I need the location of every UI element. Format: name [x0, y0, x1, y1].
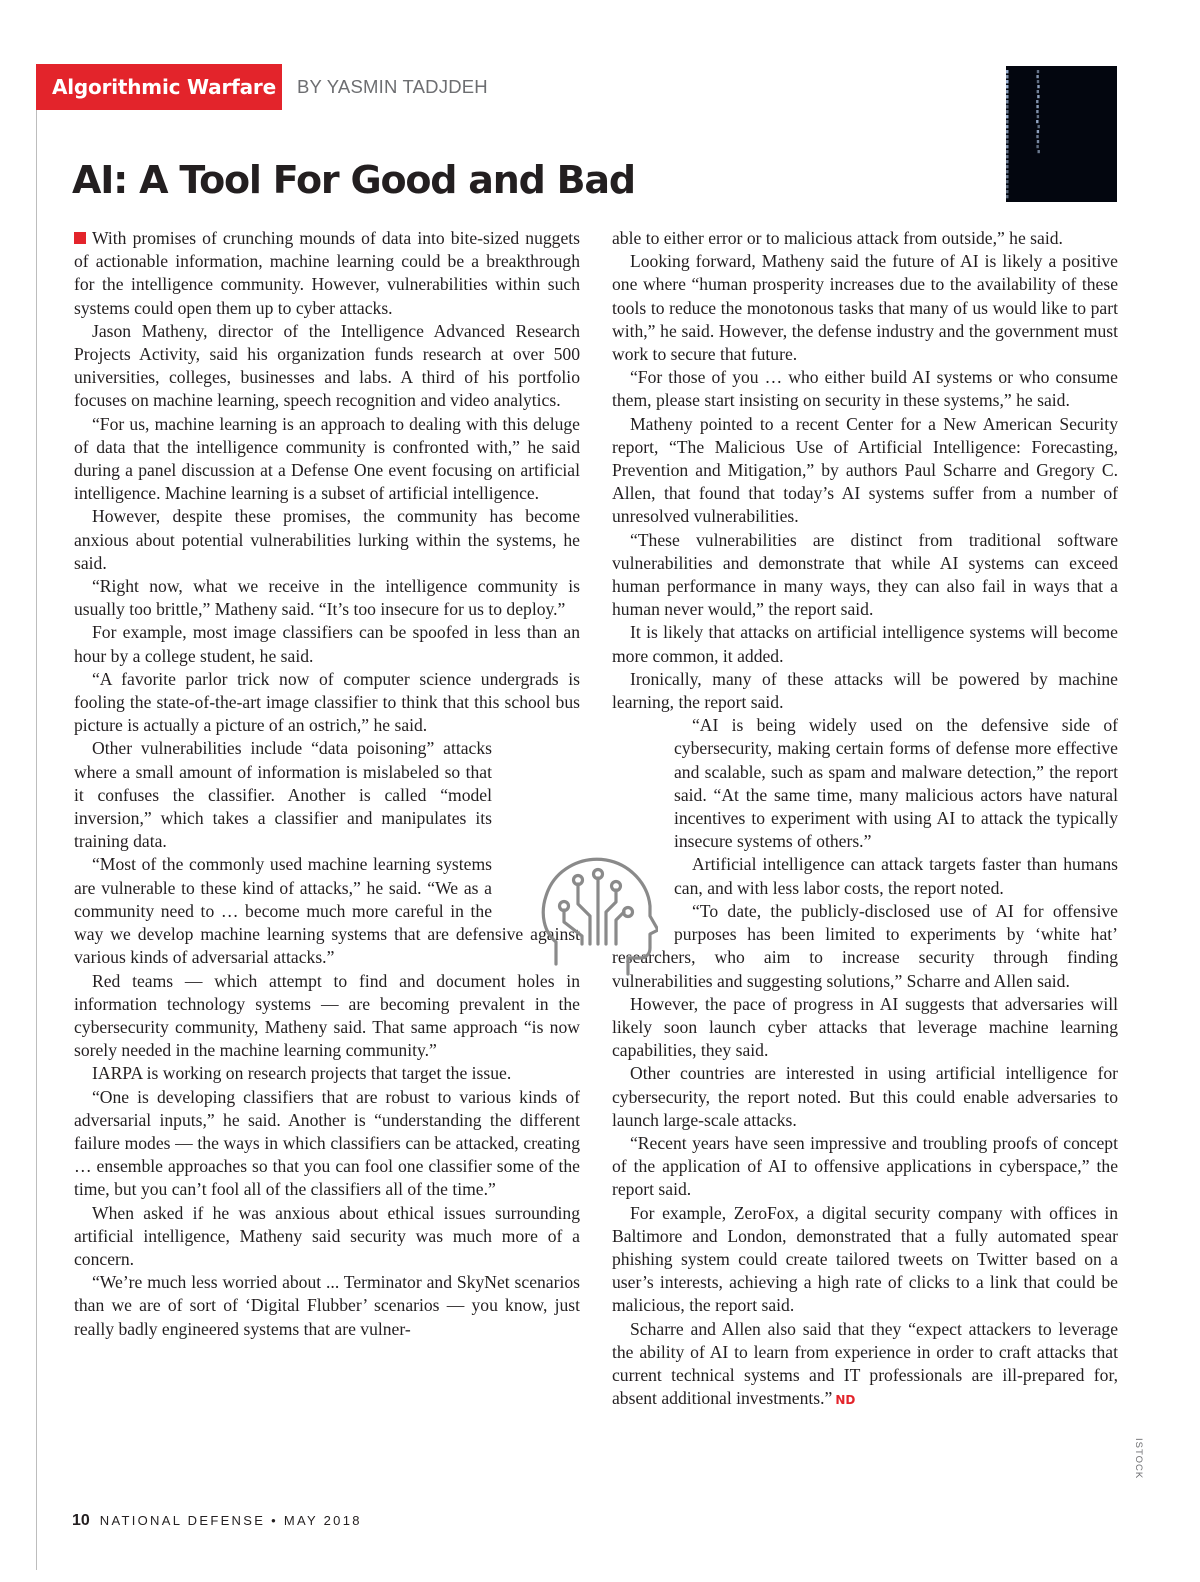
- paragraph: Matheny pointed to a recent Center for a New American Security report, “The Malicious Use of Artificial Intelligence: Forecasting, Prevention and Mitigation,” by authors Paul Scharre and Gregory C. Allen, that found that today’s AI systems suffer from a number of unresolved vulnerabilities.: [612, 413, 1118, 527]
- paragraph: “For us, machine learning is an approach to dealing with this deluge of data that the intelligence community is confronted with,” he said during a panel discussion at a Defense One event focusing on artificial intelligence. Machine learning is a subset of artificial intelligence.: [74, 413, 580, 504]
- paragraph: It is likely that attacks on artificial intelligence systems will become more common, it added.: [612, 622, 1118, 666]
- digital-matrix-image: [1006, 66, 1117, 202]
- byline: BY YASMIN TADJDEH: [297, 76, 488, 97]
- paragraph: Artificial intelligence can attack targets faster than humans can, and with less labor costs, the report noted.: [674, 854, 1118, 898]
- paragraph: “A favorite parlor trick now of computer science undergrads is fooling the state-of-the-art image classifier to think that this school bus picture is actually a picture of an ostrich,” he said.: [74, 668, 580, 736]
- paragraph: Other countries are interested in using artificial intelligence for cybersecurity, the report noted. But this could enable adversaries to launch large-scale attacks.: [612, 1063, 1118, 1130]
- paragraph: “AI is being widely used on the defensive side of cybersecurity, making certain forms of defense more effective and scalable, such as spam and malware detection,” the report said. “At the same time, many malicious actors have natural incentives to experiment with using AI to attack the typically insecure systems of others.”: [674, 715, 1118, 852]
- paragraph: “To date, the publicly-disclosed use of AI for offensive purposes has been limited to experiments by ‘white hat’ researchers, who aim to increase security through finding vulnerabilities and suggesting solutions,” Scharre and Allen said.: [612, 900, 1118, 991]
- paragraph: Jason Matheny, director of the Intelligence Advanced Research Projects Activity, said his organization funds research at over 500 universities, colleges, businesses and labs. A third of his portfolio focuses on machine learning, speech recognition and video analytics.: [74, 320, 580, 411]
- paragraph: Looking forward, Matheny said the future of AI is likely a positive one where “human prosperity increases due to the availability of these tools to reduce the monotonous tasks that many of us would like to part with,” he said. However, the defense industry and the government must work to secure that future.: [612, 251, 1118, 365]
- paragraph: able to either error or to malicious attack from outside,” he said.: [612, 228, 1063, 248]
- paragraph: IARPA is working on research projects that target the issue.: [92, 1063, 512, 1084]
- paragraph: However, the pace of progress in AI suggests that adversaries will likely soon launch cyber attacks that leverage machine learning capabilities, they said.: [612, 993, 1118, 1061]
- paragraph: “Right now, what we receive in the intelligence community is usually too brittle,” Matheny said. “It’s too insecure for us to deploy.”: [74, 576, 580, 620]
- end-mark: ND: [835, 1393, 856, 1408]
- paragraph: “We’re much less worried about ... Terminator and SkyNet scenarios than we are of sort of ‘Digital Flubber’ scenarios — you know, just really badly engineered systems that are vulner-: [74, 1272, 580, 1339]
- body-column-right: [612, 227, 1118, 1412]
- paragraph: With promises of crunching mounds of data into bite-sized nuggets of actionable information, machine learning could be a breakthrough for the intelligence community. However, vulnerabilities within such systems could open them up to cyber attacks.: [74, 228, 580, 318]
- paragraph: When asked if he was anxious about ethical issues surrounding artificial intelligence, Matheny said security was much more of a concern.: [74, 1202, 580, 1269]
- section-rubric: Algorithmic Warfare: [36, 64, 282, 110]
- paragraph: “These vulnerabilities are distinct from traditional software vulnerabilities and demonstrate that while AI systems can exceed human performance in many ways, they can also fail in ways that a human never would,” the report said.: [612, 529, 1118, 620]
- paragraph: For example, most image classifiers can be spoofed in less than an hour by a college student, he said.: [74, 622, 580, 666]
- paragraph: Other vulnerabilities include “data poisoning” attacks where a small amount of information is mislabeled so that it confuses the classifier. Another is called “model inversion,” which takes a classifier and manipulates its training data.: [74, 738, 492, 852]
- paragraph: “For those of you … who either build AI systems or who consume them, please start insisting on security in these systems,” he said.: [612, 367, 1118, 411]
- page-footer: [72, 1512, 362, 1530]
- body-column-left: [74, 227, 580, 1341]
- red-square-bullet-icon: [74, 232, 86, 244]
- paragraph: “One is developing classifiers that are robust to various kinds of adversarial inputs,” he said. Another is “understanding the different failure modes — the ways in which classifiers can be attacked, creating … ensemble approaches so that you can fool one classifier some of the time, but you can’t fool all of the classifiers all of the time.”: [74, 1086, 580, 1200]
- paragraph: Ironically, many of these attacks will be powered by machine learning, the report said.: [612, 668, 1118, 713]
- left-margin-rule: [36, 110, 37, 1570]
- paragraph: Red teams — which attempt to find and document holes in information technology systems — are becoming prevalent in the cybersecurity community, Matheny said. That same approach “is now sorely needed in the machine learning community.”: [74, 970, 580, 1061]
- paragraph: For example, ZeroFox, a digital security company with offices in Baltimore and London, demonstrated that a fully automated spear phishing system could create tailored tweets on Twitter based on a user’s interests, achieving a high rate of clicks to a link that could be malicious, the report said.: [612, 1202, 1118, 1316]
- page-number: 10: [72, 1512, 90, 1529]
- paragraph: Scharre and Allen also said that they “expect attackers to leverage the ability of AI to learn from experience in order to craft attacks that current technical systems and IT professionals are ill-prepared for, absent additional investments.” ND: [612, 1318, 1118, 1409]
- publication-line: NATIONAL DEFENSE • MAY 2018: [99, 1513, 362, 1528]
- paragraph: “Recent years have seen impressive and troubling proofs of concept of the application of AI to offensive applications in cyberspace,” the report said.: [612, 1132, 1118, 1200]
- article-headline: AI: A Tool For Good and Bad: [72, 158, 635, 202]
- paragraph: However, despite these promises, the community has become anxious about potential vulnerabilities lurking within the systems, he said.: [74, 506, 580, 573]
- paragraph: “Most of the commonly used machine learning systems are vulnerable to these kind of attacks,” he said. “We as a community need to … become much more careful in the way we develop machine learning systems that are defensive against various kinds of adversarial attacks.”: [74, 854, 580, 968]
- ai-head-circuit-icon: [536, 846, 658, 982]
- photo-credit: ISTOCK: [1133, 1438, 1144, 1480]
